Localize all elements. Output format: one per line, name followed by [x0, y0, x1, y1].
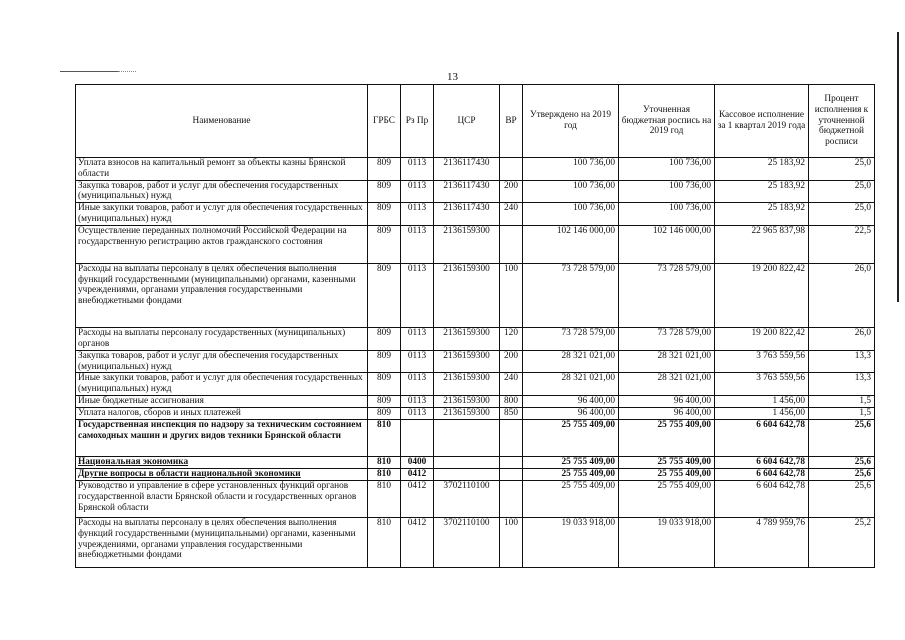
cell-text: 6 604 642,78	[756, 456, 805, 467]
cell-text: 2136159300	[443, 350, 490, 361]
cell-text: 25,2	[854, 517, 871, 528]
row-approved-cell	[523, 395, 619, 407]
cell-text: 2136117430	[443, 158, 490, 168]
row-approved-cell	[523, 407, 619, 419]
header-vr: ВР	[500, 85, 523, 158]
cell-text: 25,6	[854, 419, 871, 430]
row-grbs-cell	[368, 158, 401, 181]
row-percent-cell	[809, 350, 875, 373]
row-csr-cell	[434, 203, 500, 226]
row-csr-cell	[434, 456, 500, 468]
budget-execution-table	[75, 84, 875, 568]
cell-text: 100	[504, 263, 518, 274]
cell-text: Расходы на выплаты персоналу в целях обеспечения выполнения функций государственными (муниципальными) органами, казенными учреждениями, органами управления государственными внебюджетными фондами	[78, 263, 356, 307]
cell-text: 22,5	[854, 225, 871, 236]
cell-text: 28 321 021,00	[561, 350, 615, 361]
cell-text: 6 604 642,78	[756, 480, 805, 491]
cell-text: 2136159300	[443, 225, 490, 236]
row-grbs-cell	[368, 203, 401, 226]
row-percent-cell	[809, 395, 875, 407]
row-vr-cell	[500, 480, 523, 517]
row-cash-cell	[715, 517, 809, 567]
cell-text: 100 736,00	[573, 180, 615, 191]
cell-text: 809	[377, 327, 391, 338]
cell-text: Расходы на выплаты персоналу в целях обеспечения выполнения функций государственными (муниципальными) органами, казенными учреждениями, органами управления государственными внебюджетными фондами	[78, 517, 356, 561]
row-cash-cell	[715, 456, 809, 468]
row-vr-cell	[500, 225, 523, 263]
cell-text: 0113	[407, 395, 427, 406]
row-percent-cell	[809, 407, 875, 419]
row-refined-cell	[619, 517, 715, 567]
cell-text: 19 200 822,42	[751, 327, 805, 338]
row-name-cell	[76, 407, 368, 419]
cell-text: 3 763 559,56	[756, 350, 805, 361]
cell-text: 2136159300	[443, 263, 490, 274]
row-rzpr-cell	[401, 373, 434, 396]
row-refined-cell	[619, 263, 715, 327]
cell-text: 100 736,00	[573, 158, 615, 168]
cell-text: 0412	[407, 480, 427, 491]
row-vr-cell	[500, 456, 523, 468]
cell-text: 100 736,00	[669, 203, 711, 214]
table-row	[76, 407, 875, 419]
cell-text: Иные закупки товаров, работ и услуг для обеспечения государственных (муниципальных) нужд	[78, 373, 363, 395]
row-grbs-cell	[368, 327, 401, 350]
row-percent-cell	[809, 225, 875, 263]
row-approved-cell	[523, 203, 619, 226]
row-vr-cell	[500, 327, 523, 350]
cell-text: 96 400,00	[577, 407, 615, 418]
row-rzpr-cell	[401, 480, 434, 517]
row-grbs-cell	[368, 419, 401, 456]
row-csr-cell	[434, 517, 500, 567]
table-row	[76, 373, 875, 396]
cell-text: 6 604 642,78	[756, 419, 805, 430]
row-cash-cell	[715, 407, 809, 419]
row-approved-cell	[523, 480, 619, 517]
cell-text: 809	[377, 395, 391, 406]
row-approved-cell	[523, 373, 619, 396]
cell-text: 1,5	[859, 407, 871, 418]
row-csr-cell	[434, 263, 500, 327]
row-cash-cell	[715, 263, 809, 327]
cell-text: 2136159300	[443, 407, 490, 418]
cell-text: 26,0	[854, 327, 871, 338]
row-percent-cell	[809, 327, 875, 350]
row-rzpr-cell	[401, 395, 434, 407]
row-name-cell	[76, 468, 368, 480]
row-percent-cell	[809, 158, 875, 181]
cell-text: Иные бюджетные ассигнования	[78, 395, 204, 406]
cell-text: 2136159300	[443, 373, 490, 384]
table-row	[76, 468, 875, 480]
row-rzpr-cell	[401, 456, 434, 468]
cell-text: 810	[377, 517, 391, 528]
row-name-cell	[76, 373, 368, 396]
table-header-row	[76, 85, 875, 158]
row-name-cell	[76, 517, 368, 567]
cell-text: 0113	[407, 327, 427, 338]
row-csr-cell	[434, 395, 500, 407]
cell-text: 809	[377, 158, 391, 168]
cell-text: 25 755 409,00	[561, 419, 615, 430]
row-grbs-cell	[368, 225, 401, 263]
cell-text: Закупка товаров, работ и услуг для обеспечения государственных (муниципальных) нужд	[78, 350, 339, 372]
row-csr-cell	[434, 158, 500, 181]
row-name-cell	[76, 180, 368, 203]
header-csr: ЦСР	[434, 85, 500, 158]
cell-text: 73 728 579,00	[657, 263, 711, 274]
row-percent-cell	[809, 180, 875, 203]
row-refined-cell	[619, 180, 715, 203]
cell-text: 13,3	[854, 373, 871, 384]
row-percent-cell	[809, 203, 875, 226]
row-rzpr-cell	[401, 517, 434, 567]
row-name-cell	[76, 263, 368, 327]
row-vr-cell	[500, 203, 523, 226]
row-cash-cell	[715, 225, 809, 263]
row-approved-cell	[523, 180, 619, 203]
row-rzpr-cell	[401, 327, 434, 350]
cell-text: 0412	[407, 468, 427, 479]
row-vr-cell	[500, 158, 523, 181]
row-csr-cell	[434, 327, 500, 350]
cell-text: 25 755 409,00	[657, 456, 711, 467]
cell-text: 850	[504, 407, 518, 418]
row-csr-cell	[434, 373, 500, 396]
cell-text: Другие вопросы в области национальной экономики	[78, 468, 301, 479]
cell-text: 25 755 409,00	[561, 468, 615, 479]
table-row	[76, 517, 875, 567]
row-rzpr-cell	[401, 203, 434, 226]
cell-text: 0113	[407, 373, 427, 384]
cell-text: 3702110100	[443, 517, 490, 528]
table-row	[76, 158, 875, 181]
cell-text: 100 736,00	[669, 180, 711, 191]
cell-text: Расходы на выплаты персоналу государственных (муниципальных) органов	[78, 327, 346, 349]
cell-text: 2136117430	[443, 180, 490, 191]
row-refined-cell	[619, 407, 715, 419]
row-refined-cell	[619, 203, 715, 226]
cell-text: 2136159300	[443, 327, 490, 338]
row-grbs-cell	[368, 373, 401, 396]
cell-text: 809	[377, 180, 391, 191]
cell-text: 28 321 021,00	[657, 350, 711, 361]
cell-text: 19 033 918,00	[657, 517, 711, 528]
row-cash-cell	[715, 373, 809, 396]
row-name-cell	[76, 327, 368, 350]
cell-text: 809	[377, 350, 391, 361]
header-refined: Уточненная бюджетная роспись на 2019 год	[619, 85, 715, 158]
row-refined-cell	[619, 350, 715, 373]
row-name-cell	[76, 419, 368, 456]
cell-text: 1,5	[859, 395, 871, 406]
row-percent-cell	[809, 263, 875, 327]
cell-text: Государственная инспекция по надзору за техническим состоянием самоходных машин и других видов техники Брянской области	[78, 419, 362, 441]
row-rzpr-cell	[401, 407, 434, 419]
row-name-cell	[76, 203, 368, 226]
row-refined-cell	[619, 373, 715, 396]
row-vr-cell	[500, 419, 523, 456]
cell-text: 26,0	[854, 263, 871, 274]
row-csr-cell	[434, 480, 500, 517]
row-rzpr-cell	[401, 350, 434, 373]
row-rzpr-cell	[401, 225, 434, 263]
table-row	[76, 480, 875, 517]
cell-text: 25,6	[854, 456, 871, 467]
row-refined-cell	[619, 456, 715, 468]
row-name-cell	[76, 395, 368, 407]
row-name-cell	[76, 350, 368, 373]
cell-text: 28 321 021,00	[657, 373, 711, 384]
row-cash-cell	[715, 419, 809, 456]
row-grbs-cell	[368, 480, 401, 517]
row-grbs-cell	[368, 395, 401, 407]
row-csr-cell	[434, 468, 500, 480]
cell-text: 0113	[407, 263, 427, 274]
row-csr-cell	[434, 350, 500, 373]
cell-text: 25 183,92	[767, 180, 805, 191]
table-row	[76, 180, 875, 203]
cell-text: 25 755 409,00	[561, 456, 615, 467]
row-name-cell	[76, 158, 368, 181]
row-refined-cell	[619, 468, 715, 480]
cell-text: Национальная экономика	[78, 456, 189, 467]
cell-text: 25,0	[854, 203, 871, 214]
cell-text: 0400	[407, 456, 427, 467]
header-approved: Утверждено на 2019 год	[523, 85, 619, 158]
row-grbs-cell	[368, 517, 401, 567]
table-row	[76, 327, 875, 350]
table-row	[76, 419, 875, 456]
row-rzpr-cell	[401, 158, 434, 181]
cell-text: Руководство и управление в сфере установленных функций органов государственной власти Брянской области и государственных органов Брянской области	[78, 480, 357, 513]
cell-text: 28 321 021,00	[561, 373, 615, 384]
cell-text: 22 965 837,98	[751, 225, 805, 236]
table-row	[76, 395, 875, 407]
cell-text: Уплата налогов, сборов и иных платежей	[78, 407, 241, 418]
row-grbs-cell	[368, 350, 401, 373]
cell-text: 6 604 642,78	[756, 468, 805, 479]
cell-text: 25 755 409,00	[657, 480, 711, 491]
row-approved-cell	[523, 468, 619, 480]
header-percent: Процент исполнения к уточненной бюджетной росписи	[809, 85, 875, 158]
row-rzpr-cell	[401, 419, 434, 456]
cell-text: 25 183,92	[767, 203, 805, 214]
cell-text: 120	[504, 327, 518, 338]
cell-text: 200	[504, 350, 518, 361]
row-vr-cell	[500, 350, 523, 373]
cell-text: 19 200 822,42	[751, 263, 805, 274]
row-grbs-cell	[368, 456, 401, 468]
cell-text: 800	[504, 395, 518, 406]
cell-text: 0113	[407, 203, 427, 214]
row-cash-cell	[715, 480, 809, 517]
table-row	[76, 263, 875, 327]
cell-text: 200	[504, 180, 518, 191]
row-csr-cell	[434, 225, 500, 263]
cell-text: Иные закупки товаров, работ и услуг для обеспечения государственных (муниципальных) нужд	[78, 203, 363, 224]
cell-text: 3 763 559,56	[756, 373, 805, 384]
row-refined-cell	[619, 395, 715, 407]
row-grbs-cell	[368, 180, 401, 203]
row-csr-cell	[434, 407, 500, 419]
row-approved-cell	[523, 327, 619, 350]
cell-text: 0412	[407, 517, 427, 528]
row-percent-cell	[809, 456, 875, 468]
row-percent-cell	[809, 468, 875, 480]
cell-text: Закупка товаров, работ и услуг для обеспечения государственных (муниципальных) нужд	[78, 180, 339, 202]
cell-text: 102 146 000,00	[556, 225, 615, 236]
row-cash-cell	[715, 180, 809, 203]
row-approved-cell	[523, 263, 619, 327]
cell-text: 25 755 409,00	[561, 480, 615, 491]
cell-text: 19 033 918,00	[561, 517, 615, 528]
row-approved-cell	[523, 517, 619, 567]
row-cash-cell	[715, 395, 809, 407]
row-approved-cell	[523, 419, 619, 456]
cell-text: Осуществление переданных полномочий Российской Федерации на государственную регистрацию актов гражданского состояния	[78, 225, 347, 247]
header-cash: Кассовое исполнение за 1 квартал 2019 года	[715, 85, 809, 158]
cell-text: 25,0	[854, 180, 871, 191]
cell-text: 809	[377, 263, 391, 274]
header-grbs: ГРБС	[368, 85, 401, 158]
row-refined-cell	[619, 158, 715, 181]
row-percent-cell	[809, 373, 875, 396]
row-vr-cell	[500, 373, 523, 396]
cell-text: Уплата взносов на капитальный ремонт за объекты казны Брянской области	[78, 158, 346, 179]
row-cash-cell	[715, 468, 809, 480]
cell-text: 96 400,00	[577, 395, 615, 406]
cell-text: 0113	[407, 158, 427, 168]
cell-text: 25 183,92	[767, 158, 805, 168]
row-refined-cell	[619, 327, 715, 350]
row-cash-cell	[715, 203, 809, 226]
row-vr-cell	[500, 468, 523, 480]
cell-text: 809	[377, 225, 391, 236]
cell-text: 25,6	[854, 468, 871, 479]
cell-text: 102 146 000,00	[652, 225, 711, 236]
cell-text: 809	[377, 373, 391, 384]
row-grbs-cell	[368, 468, 401, 480]
cell-text: 100	[504, 517, 518, 528]
row-vr-cell	[500, 180, 523, 203]
row-percent-cell	[809, 419, 875, 456]
cell-text: 2136117430	[443, 203, 490, 214]
cell-text: 13,3	[854, 350, 871, 361]
row-refined-cell	[619, 225, 715, 263]
table-row	[76, 456, 875, 468]
row-csr-cell	[434, 419, 500, 456]
row-approved-cell	[523, 350, 619, 373]
row-cash-cell	[715, 158, 809, 181]
row-name-cell	[76, 225, 368, 263]
cell-text: 0113	[407, 180, 427, 191]
row-percent-cell	[809, 480, 875, 517]
cell-text: 1 456,00	[772, 395, 805, 406]
row-grbs-cell	[368, 407, 401, 419]
cell-text: 3702110100	[443, 480, 490, 491]
row-rzpr-cell	[401, 263, 434, 327]
row-vr-cell	[500, 263, 523, 327]
table-row	[76, 225, 875, 263]
row-approved-cell	[523, 456, 619, 468]
cell-text: 809	[377, 203, 391, 214]
row-name-cell	[76, 456, 368, 468]
cell-text: 810	[377, 456, 391, 467]
cell-text: 25,6	[854, 480, 871, 491]
cell-text: 240	[504, 203, 518, 214]
table-row	[76, 203, 875, 226]
row-vr-cell	[500, 395, 523, 407]
row-refined-cell	[619, 480, 715, 517]
cell-text: 100 736,00	[669, 158, 711, 168]
cell-text: 1 456,00	[772, 407, 805, 418]
cell-text: 0113	[407, 225, 427, 236]
row-vr-cell	[500, 517, 523, 567]
row-approved-cell	[523, 225, 619, 263]
cell-text: 25,0	[854, 158, 871, 168]
row-approved-cell	[523, 158, 619, 181]
cell-text: 100 736,00	[573, 203, 615, 214]
cell-text: 73 728 579,00	[561, 327, 615, 338]
cell-text: 73 728 579,00	[657, 327, 711, 338]
row-rzpr-cell	[401, 180, 434, 203]
cell-text: 25 755 409,00	[657, 419, 711, 430]
cell-text: 810	[377, 480, 391, 491]
row-cash-cell	[715, 327, 809, 350]
cell-text: 810	[377, 419, 391, 430]
cell-text: 4 789 959,76	[756, 517, 805, 528]
cell-text: 96 400,00	[673, 395, 711, 406]
row-refined-cell	[619, 419, 715, 456]
header-rzpr: Рз Пр	[401, 85, 434, 158]
cell-text: 240	[504, 373, 518, 384]
row-name-cell	[76, 480, 368, 517]
table-row	[76, 350, 875, 373]
cell-text: 0113	[407, 350, 427, 361]
cell-text: 809	[377, 407, 391, 418]
row-rzpr-cell	[401, 468, 434, 480]
page-number: 13	[447, 71, 458, 83]
cell-text: 96 400,00	[673, 407, 711, 418]
cell-text: 25 755 409,00	[657, 468, 711, 479]
cell-text: 0113	[407, 407, 427, 418]
cell-text: 810	[377, 468, 391, 479]
header-name: Наименование	[76, 85, 368, 158]
row-vr-cell	[500, 407, 523, 419]
row-cash-cell	[715, 350, 809, 373]
cell-text: 73 728 579,00	[561, 263, 615, 274]
row-csr-cell	[434, 180, 500, 203]
row-grbs-cell	[368, 263, 401, 327]
cell-text: 2136159300	[443, 395, 490, 406]
row-percent-cell	[809, 517, 875, 567]
